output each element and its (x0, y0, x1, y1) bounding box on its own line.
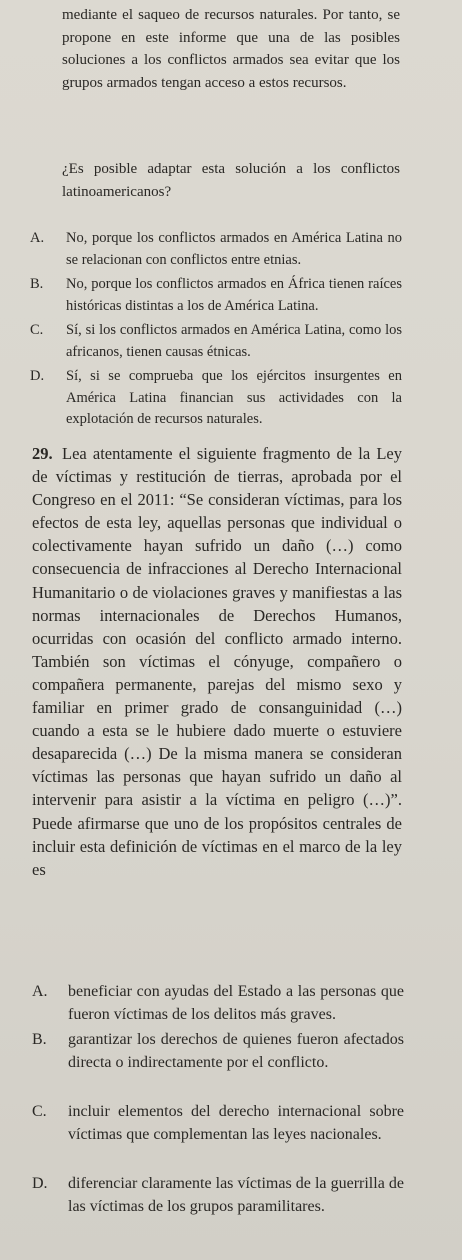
q28-option-d[interactable] (30, 366, 402, 431)
option-letter: B. (32, 1031, 47, 1048)
q29-option-d[interactable] (32, 1172, 404, 1218)
q29-option-b[interactable] (32, 1028, 404, 1074)
question-28-prompt: ¿Es posible adaptar esta solución a los conflictos latinoamericanos? (62, 161, 400, 200)
intro-paragraph: mediante el saqueo de recursos naturales. Por tanto, se propone en este informe que una de las posibles soluciones a los conflictos armados sea evitar que los grupos armados tengan acceso a estos recursos. (62, 7, 400, 91)
option-letter: A. (30, 230, 45, 246)
option-letter: C. (32, 1103, 47, 1120)
question-number: 29. (32, 444, 53, 463)
option-text: No, porque los conflictos armados en América Latina no se relacionan con conflictos entre etnias. (66, 230, 402, 268)
option-letter: C. (30, 322, 44, 338)
q29-option-c[interactable] (32, 1100, 404, 1146)
option-letter: B. (30, 276, 44, 292)
option-text: garantizar los derechos de quienes fueron afectados directa o indirectamente por el conflicto. (68, 1031, 404, 1071)
option-text: diferenciar claramente las víctimas de la guerrilla de las víctimas de los grupos paramilitares. (68, 1175, 404, 1215)
option-letter: D. (30, 368, 45, 384)
option-letter: D. (32, 1175, 48, 1192)
option-letter: A. (32, 983, 48, 1000)
option-text: No, porque los conflictos armados en África tienen raíces históricas distintas a los de América Latina. (66, 276, 402, 314)
option-text: Sí, si los conflictos armados en América Latina, como los africanos, tienen causas étnicas. (66, 322, 402, 360)
question-29 (32, 442, 402, 881)
option-text: Sí, si se comprueba que los ejércitos insurgentes en América Latina financian sus actividades con la explotación de recursos naturales. (66, 368, 402, 427)
q28-option-c[interactable] (30, 320, 402, 363)
q29-option-a[interactable] (32, 980, 404, 1026)
option-text: beneficiar con ayudas del Estado a las personas que fueron víctimas de los delitos más graves. (68, 983, 404, 1023)
q28-option-b[interactable] (30, 274, 402, 317)
option-text: incluir elementos del derecho internacional sobre víctimas que complementan las leyes nacionales. (68, 1103, 404, 1143)
question-29-text: Lea atentamente el siguiente fragmento de la Ley de víctimas y restitución de tierras, aprobada por el Congreso en el 2011: “Se consideran víctimas, para los efectos de esta ley, aquellas personas que individual o colectivamente hayan sufrido un daño (…) como consecuencia de infracciones al Derecho Internacional Humanitario o de violaciones graves y manifiestas a las normas internacionales de Derechos Humanos, ocurridas con ocasión del conflicto armado interno. También son víctimas el cónyuge, compañero o compañera permanente, parejas del mismo sexo y familiar en primer grado de consanguinidad (…) cuando a esta se le hubiere dado muerte o estuviere desaparecida (…) De la misma manera se consideran víctimas las personas que hayan sufrido un daño al intervenir para asistir a la víctima en peligro (…)”. Puede afirmarse que uno de los propósitos centrales de incluir esta definición de víctimas en el marco de la ley es (32, 444, 402, 879)
q28-option-a[interactable] (30, 228, 402, 271)
